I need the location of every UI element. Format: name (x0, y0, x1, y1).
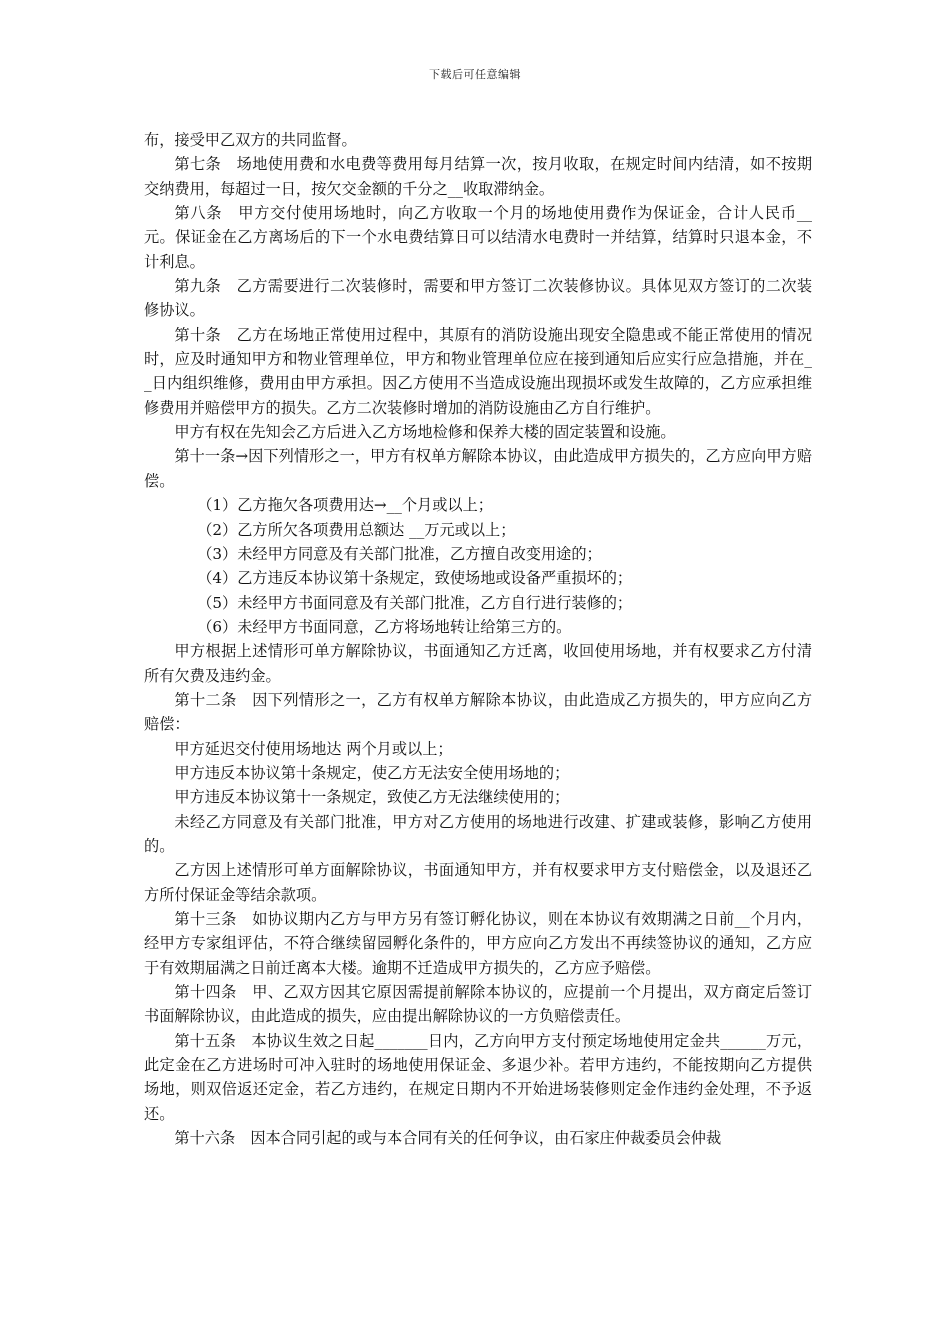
paragraph: 甲方有权在先知会乙方后进入乙方场地检修和保养大楼的固定装置和设施。 (174, 423, 676, 442)
paragraph: 第十一条→因下列情形之一，甲方有权单方解除本协议，由此造成甲方损失的，乙方应向甲方赔偿。 (144, 447, 812, 490)
list-item: （2）乙方所欠各项费用总额达 __万元或以上； (197, 520, 516, 539)
paragraph: 布，接受甲乙双方的共同监督。 (144, 131, 357, 149)
paragraph: 甲方违反本协议第十条规定，使乙方无法安全使用场地的； (174, 763, 570, 782)
list-item: （1）乙方拖欠各项费用达→__个月或以上； (197, 496, 493, 515)
paragraph: 第十六条 因本合同引起的或与本合同有关的任何争议，由石家庄仲裁委员会仲裁 (174, 1129, 722, 1148)
paragraph: 第十五条 本协议生效之日起_______日内，乙方向甲方支付预定场地使用定金共______万元，此定金在乙方进场时可冲入驻时的场地使用保证金、多退少补。若甲方违约，不能按期向乙方提供场地，则双倍返还定金，若乙方违约，在规定日期内不开始进场装修则定金作违约金处理，不予返还。 (144, 1031, 812, 1123)
paragraph: 甲方延迟交付使用场地达 两个月或以上； (174, 739, 453, 758)
paragraph: 第十三条 如协议期内乙方与甲方另有签订孵化协议，则在本协议有效期满之日前__个月内，经甲方专家组评估，不符合继续留园孵化条件的，甲方应向乙方发出不再续签协议的通知，乙方应于有效期届满之日前迁离本大楼。逾期不迁造成甲方损失的，乙方应予赔偿。 (144, 910, 812, 977)
list-item: （5）未经甲方书面同意及有关部门批准，乙方自行进行装修的； (197, 593, 633, 612)
paragraph: 未经乙方同意及有关部门批准，甲方对乙方使用的场地进行改建、扩建或装修，影响乙方使用的。 (144, 812, 812, 855)
paragraph: 第十四条 甲、乙双方因其它原因需提前解除本协议的，应提前一个月提出，双方商定后签订书面解除协议，由此造成的损失，应由提出解除协议的一方负赔偿责任。 (144, 983, 812, 1026)
list-item: （4）乙方违反本协议第十条规定，致使场地或设备严重损坏的； (197, 569, 633, 588)
page-header: 下载后可任意编辑 (429, 68, 521, 81)
paragraph: 乙方因上述情形可单方面解除协议，书面通知甲方，并有权要求甲方支付赔偿金，以及退还乙方所付保证金等结余款项。 (144, 861, 812, 904)
document-body (144, 128, 812, 1150)
list-item: （6）未经甲方书面同意，乙方将场地转让给第三方的。 (197, 617, 572, 636)
paragraph: 甲方违反本协议第十一条规定，致使乙方无法继续使用的； (174, 788, 570, 807)
paragraph: 第十条 乙方在场地正常使用过程中，其原有的消防设施出现安全隐患或不能正常使用的情况时，应及时通知甲方和物业管理单位，甲方和物业管理单位应在接到通知后应实行应急措施，并在__日内组织维修，费用由甲方承担。因乙方使用不当造成设施出现损坏或发生故障的，乙方应承担维修费用并赔偿甲方的损失。乙方二次装修时增加的消防设施由乙方自行维护。 (144, 325, 812, 417)
paragraph: 第十二条 因下列情形之一，乙方有权单方解除本协议，由此造成乙方损失的，甲方应向乙方赔偿： (144, 690, 812, 734)
paragraph: 甲方根据上述情形可单方解除协议，书面通知乙方迁离，收回使用场地，并有权要求乙方付清所有欠费及违约金。 (144, 642, 812, 685)
list-item: （3）未经甲方同意及有关部门批准，乙方擅自改变用途的； (197, 544, 602, 563)
paragraph: 第八条 甲方交付使用场地时，向乙方收取一个月的场地使用费作为保证金，合计人民币__元。保证金在乙方离场后的下一个水电费结算日可以结清水电费时一并结算，结算时只退本金，不计利息。 (144, 204, 812, 271)
paragraph: 第九条 乙方需要进行二次装修时，需要和甲方签订二次装修协议。具体见双方签订的二次装修协议。 (144, 277, 812, 320)
paragraph: 第七条 场地使用费和水电费等费用每月结算一次，按月收取，在规定时间内结清，如不按期交纳费用，每超过一日，按欠交金额的千分之__收取滞纳金。 (144, 155, 812, 198)
